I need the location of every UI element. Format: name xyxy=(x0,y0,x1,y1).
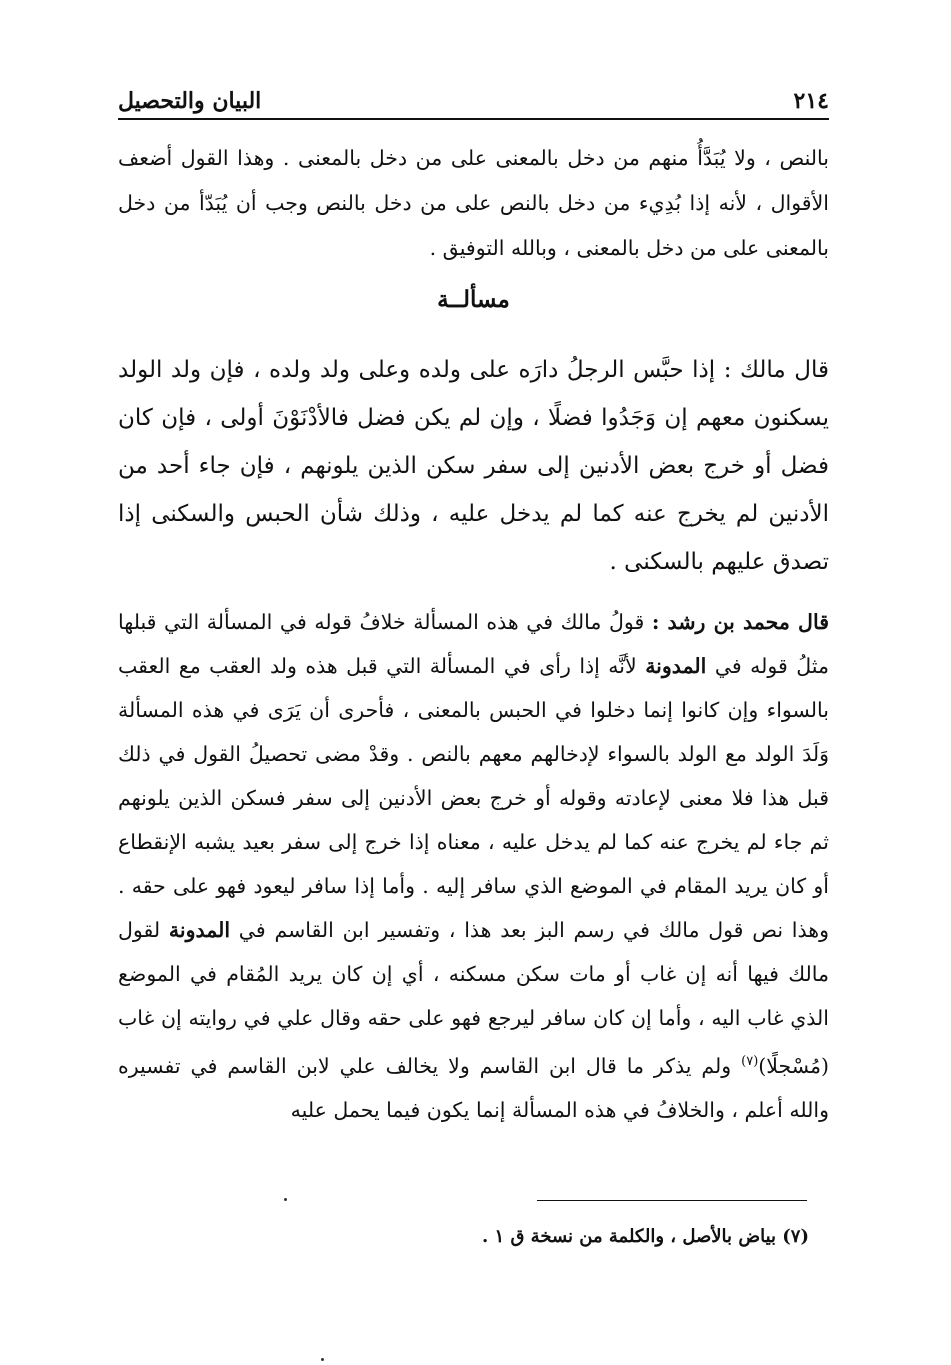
intro-paragraph: بالنص ، ولا يُبَدَّأُ منهم من دخل بالمعنى على من دخل بالمعنى . وهذا القول أضعف الأقوال ، لأنه إذا بُدِيء من دخل بالنص على من دخل بالنص وجب أن يُبَدّأ من دخل بالمعنى على من دخل بالمعنى ، وبالله التوفيق . xyxy=(118,146,829,260)
footnote: (٧) بياض بالأصل ، والكلمة من نسخة ق ١ . xyxy=(481,1226,809,1247)
commentary-speaker: قال محمد بن رشد : xyxy=(651,610,829,634)
book-reference: المدونة xyxy=(645,654,707,678)
page-header xyxy=(118,76,829,114)
scan-speck xyxy=(284,1198,287,1201)
scan-speck xyxy=(321,1358,324,1361)
book-title: البيان والتحصيل xyxy=(118,88,262,114)
book-reference: المدونة xyxy=(168,918,231,942)
malik-quote-paragraph: قال مالك : إذا حبَّس الرجلُ دارَه على ولده وعلى ولد ولده ، فإن ولد الولد يسكنون معهم إن وَجَدُوا فضلًا ، وإن لم يكن فضل فالأدْنَوْنَ أولى ، فإن كان فضل أو خرج بعض الأدنين إلى سفر سكن الذين يلونهم ، فإن جاء أحد من الأدنين لم يخرج عنه كما لم يدخل عليه ، وذلك شأن الحبس والسكنى إذا تصدق عليهم بالسكنى . xyxy=(118,357,830,575)
footnote-divider xyxy=(537,1200,807,1201)
header-divider xyxy=(118,118,829,120)
commentary-text-3: لقول مالك فيها أنه إن غاب أو مات سكن مسكنه ، أي إن كان يريد المُقام في الموضع الذي غاب اليه ، وأما إن كان سافر ليرجع فهو على حقه وقال علي في روايته إن غاب (مُسْجلًا) xyxy=(118,918,829,1078)
footnote-marker: (٧) xyxy=(741,1054,759,1069)
commentary-text-1: قولُ مالك في هذه المسألة خلافُ قوله في المسألة التي قبلها مثلُ قوله في xyxy=(118,610,829,678)
commentary-text-2: لأنَّه إذا رأى في المسألة التي قبل هذه ولد العقب مع العقب بالسواء وإن كانوا إنما دخلوا في الحبس بالمعنى ، فأحرى أن يَرَى في هذه المسألة وَلَدَ الولد مع الولد بالسواء لإدخالهم معهم بالنص . وقدْ مضى تحصيلُ القول في ذلك قبل هذا فلا معنى لإعادته وقوله أو خرج بعض الأدنين إلى سفر فسكن الذين يلونهم ثم جاء لم يخرج عنه كما لم يدخل عليه ، معناه إذا خرج إلى سفر بعيد يشبه الإنقطاع أو كان يريد المقام في الموضع الذي سافر إليه . وأما إذا سافر ليعود فهو على حقه . وهذا نص قول مالك في رسم البز بعد هذا ، وتفسير ابن القاسم في xyxy=(118,654,829,942)
commentary-paragraph xyxy=(118,600,829,1132)
commentary-text-4: ولم يذكر ما قال ابن القاسم ولا يخالف علي لابن القاسم في تفسيره والله أعلم ، والخلافُ في هذه المسألة إنما يكون فيما يحمل عليه xyxy=(118,1053,829,1122)
page-number: ٢١٤ xyxy=(793,88,829,114)
section-title: مسألــة xyxy=(437,286,510,313)
